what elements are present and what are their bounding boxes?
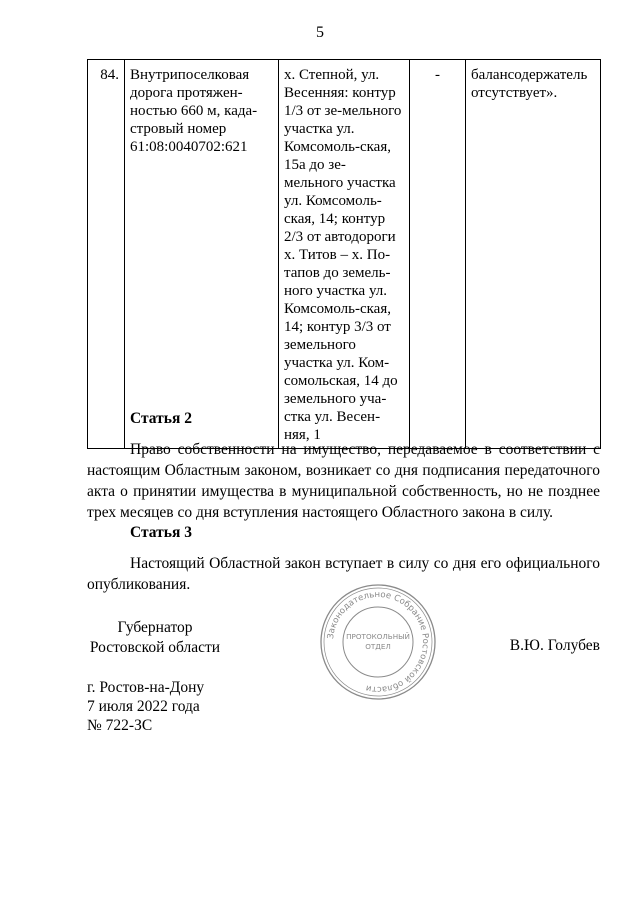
document-date: 7 июля 2022 года — [87, 698, 200, 715]
property-name: Внутрипоселковая дорога протяжен-ностью 660 м, када-стровый номер 61:08:0040702:621 — [125, 60, 279, 449]
signatory-role — [85, 618, 225, 658]
city: г. Ростов-на-Дону — [87, 679, 205, 696]
row-number: 84. — [88, 60, 125, 449]
signatory-role-line2: Ростовской области — [89, 639, 221, 656]
table-row — [88, 60, 601, 449]
property-table — [87, 59, 601, 449]
property-location: х. Степной, ул. Весенняя: контур 1/3 от зе-мельного участка ул. Комсомоль-ская, 15а до зе-мельного участка ул. Комсомоль-ская, 14; контур 2/3 от автодороги х. Титов – х. По-тапов до земель-ного участка ул. Комсомоль-ская, 14; контур 3/3 от земельного участка ул. Ком-сомольская, 14 до земельного уча-стка ул. Весен-няя, 1 — [279, 60, 410, 449]
seal-center-line2: ОТДЕЛ — [365, 642, 391, 651]
seal-ring-text: Законодательное Собрание Ростовской области — [326, 589, 431, 695]
article-3-title: Статья 3 — [130, 524, 192, 541]
seal-center-line1: ПРОТОКОЛЬНЫЙ — [346, 632, 410, 641]
article-2 — [87, 408, 600, 523]
signatory-name: В.Ю. Голубев — [509, 637, 600, 654]
signatory-role-line1: Губернатор — [117, 619, 193, 636]
article-2-text: Право собственности на имущество, передаваемое в соответствии с настоящим Областным законом, возникает со дня подписания передаточного акта о принятии имущества в муниципальной собственность, но не позднее трех месяцев со дня вступления настоящего Областного закона в силу. — [87, 441, 600, 521]
article-3-text: Настоящий Областной закон вступает в силу со дня его официального опубликования. — [87, 555, 600, 593]
document-meta — [87, 678, 204, 735]
article-2-title: Статья 2 — [130, 410, 192, 427]
official-seal — [318, 582, 438, 702]
property-note: балансодержатель отсутствует». — [466, 60, 601, 449]
property-value: - — [410, 60, 466, 449]
document-number: № 722-ЗС — [87, 717, 153, 734]
page-number: 5 — [316, 24, 324, 41]
